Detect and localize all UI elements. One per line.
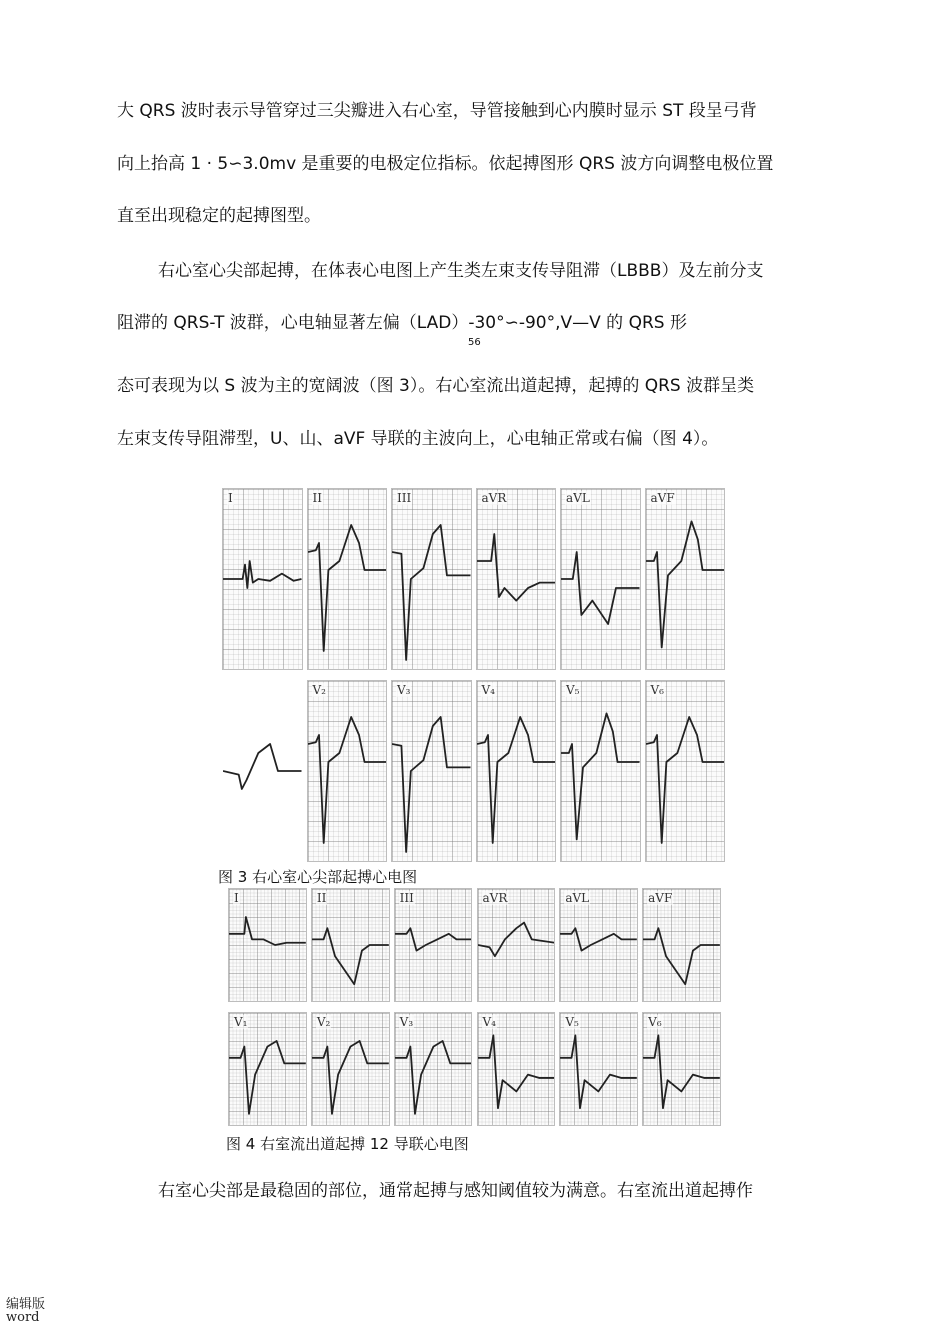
ecg-lead-label: V₃ (399, 1015, 414, 1029)
ecg-waveform (561, 552, 640, 624)
text-line-1: 大 QRS 波时表示导管穿过三尖瓣进入右心室，导管接触到心内膜时显示 ST 段呈弓背 (117, 101, 757, 121)
ecg-lead-panel (642, 888, 721, 1002)
ecg-trace (478, 1013, 555, 1125)
ecg-lead-panel (222, 488, 303, 670)
ecg-trace (395, 889, 472, 1001)
ecg-lead-label: II (312, 491, 322, 505)
ecg-lead-panel (394, 1012, 473, 1126)
ecg-waveform (477, 534, 556, 601)
ecg-lead-label: II (316, 891, 327, 905)
ecg-lead-panel (394, 888, 473, 1002)
ecg-trace (308, 681, 387, 861)
ecg-lead-panel (311, 1012, 390, 1126)
ecg-lead-label: V₃ (397, 683, 411, 697)
ecg-trace (643, 1013, 720, 1125)
ecg-trace (646, 489, 725, 669)
ecg-lead-label: V₄ (482, 1015, 496, 1029)
ecg-lead-panel (311, 888, 390, 1002)
ecg-waveform (560, 928, 637, 950)
ecg-waveform (643, 1035, 720, 1108)
ecg-trace (560, 1013, 637, 1125)
ecg-lead-panel (560, 488, 641, 670)
text-line-2: 向上抬高 1 · 5∽3.0mv 是重要的电极定位指标。依起搏图形 QRS 波方向调整电极位置 (117, 154, 774, 174)
ecg-trace (395, 1013, 472, 1125)
ecg-waveform (392, 525, 471, 660)
ecg-trace (223, 681, 302, 861)
ecg-trace (477, 489, 556, 669)
ecg-lead-panel (645, 680, 726, 862)
text-line-5: 阻滞的 QRS-T 波群，心电轴显著左偏（LAD）-30°∽-90°,V—V 的 QRS 形 (117, 313, 687, 333)
ecg-trace (312, 889, 389, 1001)
ecg-lead-panel (228, 888, 307, 1002)
ecg-lead-panel (307, 488, 388, 670)
ecg-trace (561, 681, 640, 861)
footer-line-2: word (6, 1310, 40, 1325)
ecg-waveform (561, 713, 640, 839)
ecg-lead-label: V₄ (481, 683, 495, 697)
ecg-lead-panel (222, 680, 303, 862)
ecg-lead-panel (559, 888, 638, 1002)
text-line-4: 右心室心尖部起搏，在体表心电图上产生类左束支传导阻滞（LBBB）及左前分支 (158, 261, 764, 281)
ecg-trace (392, 681, 471, 861)
ecg-lead-label: I (228, 491, 233, 505)
ecg-lead-label: V₆ (648, 1015, 662, 1029)
ecg-trace (223, 489, 302, 669)
ecg-waveform (643, 928, 720, 984)
ecg-waveform (229, 1041, 306, 1114)
text-line-3: 直至出现稳定的起搏图型。 (117, 206, 321, 226)
ecg-waveform (312, 928, 389, 984)
ecg-lead-panel (228, 1012, 307, 1126)
ecg-trace (646, 681, 725, 861)
ecg-trace (229, 889, 306, 1001)
page-number: 56 (468, 337, 481, 348)
ecg-waveform (478, 923, 555, 957)
ecg-waveform (395, 1041, 472, 1114)
ecg-lead-label: I (234, 891, 239, 905)
ecg-trace (477, 681, 556, 861)
ecg-lead-panel (391, 488, 472, 670)
ecg-lead-label: aVL (565, 891, 590, 905)
text-line-6: 态可表现为以 S 波为主的宽阔波（图 3）。右心室流出道起搏，起搏的 QRS 波群呈类 (117, 376, 755, 396)
ecg-trace (392, 489, 471, 669)
ecg-lead-label: aVL (566, 491, 590, 505)
ecg-waveform (308, 717, 387, 843)
ecg-lead-panel (560, 680, 641, 862)
ecg-lead-label: aVF (648, 891, 673, 905)
footer-line-1: 编辑版 (6, 1297, 46, 1312)
ecg-trace (561, 489, 640, 669)
ecg-lead-panel (476, 488, 557, 670)
ecg-lead-label: V₅ (565, 1015, 579, 1029)
ecg-lead-panel (559, 1012, 638, 1126)
ecg-lead-panel (645, 488, 726, 670)
ecg-waveform (560, 1035, 637, 1108)
ecg-trace (308, 489, 387, 669)
ecg-lead-label: V₂ (316, 1015, 331, 1029)
ecg-lead-label: III (399, 891, 414, 905)
ecg-waveform (477, 717, 556, 843)
figure-4-caption: 图 4 右室流出道起搏 12 导联心电图 (226, 1135, 469, 1153)
ecg-trace (478, 889, 555, 1001)
ecg-lead-panel (307, 680, 388, 862)
ecg-lead-panel (391, 680, 472, 862)
ecg-lead-label: V₁ (234, 1015, 248, 1029)
ecg-lead-label: V₂ (312, 683, 326, 697)
figure-3-caption: 图 3 右心室心尖部起搏心电图 (218, 868, 418, 886)
ecg-waveform (308, 525, 387, 651)
text-line-7: 左束支传导阻滞型，U、山、aVF 导联的主波向上，心电轴正常或右偏（图 4）。 (117, 429, 719, 449)
ecg-lead-panel (476, 680, 557, 862)
ecg-waveform (392, 717, 471, 852)
ecg-lead-panel (477, 1012, 556, 1126)
ecg-lead-label: aVR (481, 491, 507, 505)
ecg-lead-label: III (397, 491, 412, 505)
ecg-waveform (223, 561, 302, 588)
ecg-lead-panel (642, 1012, 721, 1126)
ecg-lead-label: aVR (482, 891, 508, 905)
ecg-lead-panel (477, 888, 556, 1002)
figure-3-ecg (222, 488, 727, 864)
ecg-waveform (646, 521, 725, 647)
ecg-lead-label: V₆ (650, 683, 664, 697)
ecg-waveform (395, 928, 472, 950)
ecg-lead-label: aVF (650, 491, 675, 505)
ecg-waveform (312, 1041, 389, 1114)
text-line-8: 右室心尖部是最稳固的部位，通常起搏与感知阈值较为满意。右室流出道起搏作 (158, 1181, 753, 1201)
ecg-trace (643, 889, 720, 1001)
ecg-trace (560, 889, 637, 1001)
ecg-waveform (223, 744, 302, 789)
ecg-lead-label: V₅ (566, 683, 580, 697)
ecg-waveform (478, 1035, 555, 1108)
ecg-waveform (229, 917, 306, 945)
ecg-waveform (646, 717, 725, 843)
figure-4-ecg (228, 888, 723, 1128)
ecg-trace (312, 1013, 389, 1125)
ecg-trace (229, 1013, 306, 1125)
